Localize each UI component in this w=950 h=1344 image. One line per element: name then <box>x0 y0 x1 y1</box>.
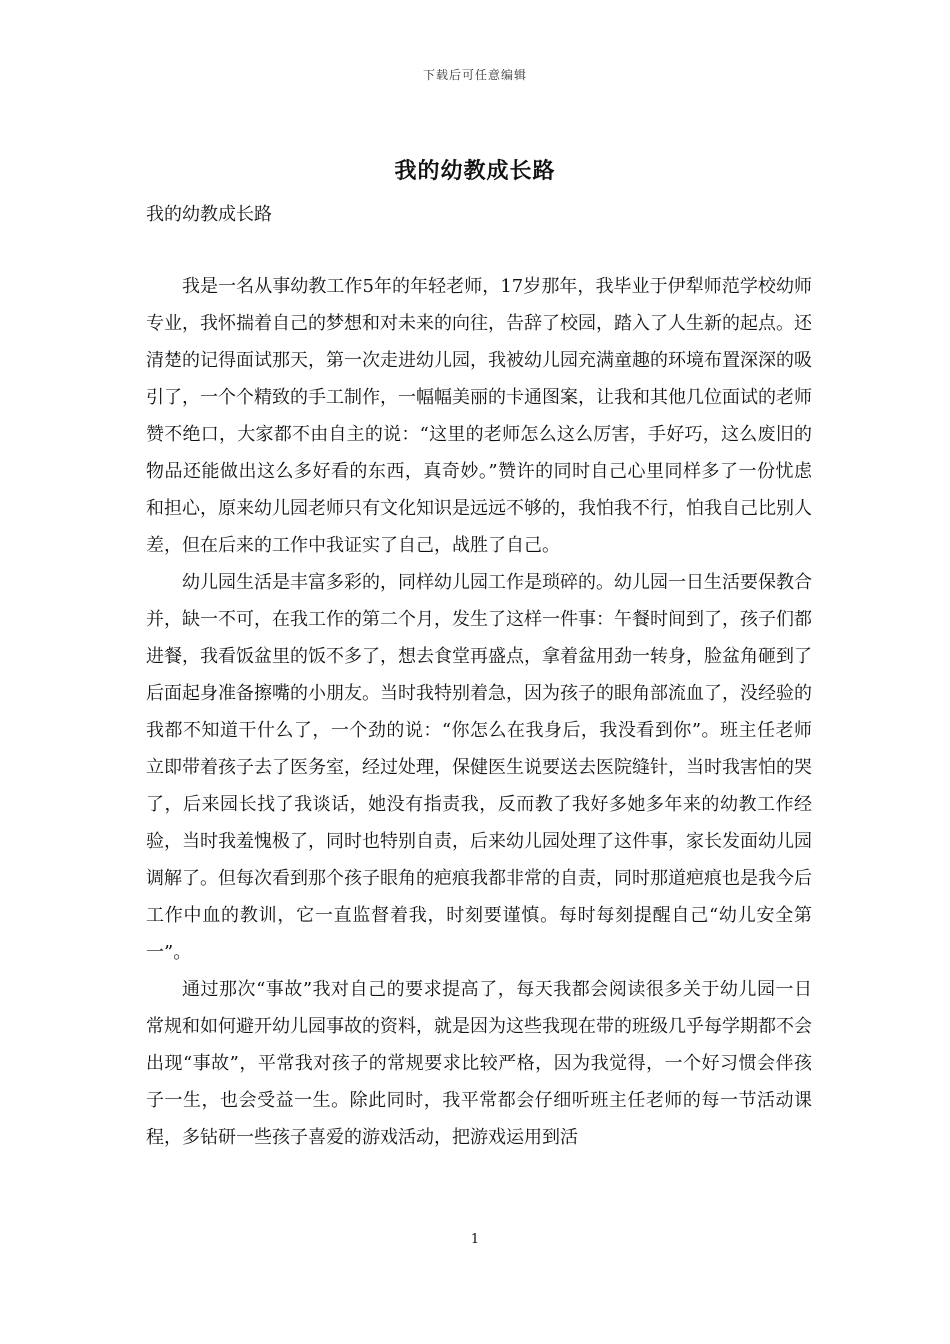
page-number: 1 <box>470 1232 480 1247</box>
paragraph-1: 我是一名从事幼教工作5年的年轻老师，17岁那年，我毕业于伊犁师范学校幼师专业，我怀揣着自己的梦想和对未来的向往，告辞了校园，踏入了人生新的起点。还清楚的记得面试那天，第一次走进幼儿园，我被幼儿园充满童趣的环境布置深深的吸引了，一个个精致的手工制作，一幅幅美丽的卡通图案，让我和其他几位面试的老师赞不绝口，大家都不由自主的说：“这里的老师怎么这么厉害，手好巧，这么废旧的物品还能做出这么多好看的东西，真奇妙。”赞许的同时自己心里同样多了一份忧虑和担心，原来幼儿园老师只有文化知识是远远不够的，我怕我不行，怕我自己比别人差，但在后来的工作中我证实了自己，战胜了自己。 <box>146 276 812 556</box>
document-body <box>146 268 812 1156</box>
paragraph-3: 通过那次“事故”我对自己的要求提高了，每天我都会阅读很多关于幼儿园一日常规和如何避开幼儿园事故的资料，就是因为这些我现在带的班级几乎每学期都不会出现“事故”，平常我对孩子的常规要求比较严格，因为我觉得，一个好习惯会伴孩子一生，也会受益一生。除此同时，我平常都会仔细听班主任老师的每一节活动课程，多钻研一些孩子喜爱的游戏活动，把游戏运用到活 <box>146 979 812 1148</box>
document-subtitle: 我的幼教成长路 <box>146 204 272 225</box>
document-title: 我的幼教成长路 <box>394 158 556 184</box>
paragraph-2: 幼儿园生活是丰富多彩的，同样幼儿园工作是琐碎的。幼儿园一日生活要保教合并，缺一不可，在我工作的第二个月，发生了这样一件事：午餐时间到了，孩子们都进餐，我看饭盆里的饭不多了，想去食堂再盛点，拿着盆用劲一转身，脸盆角砸到了后面起身准备擦嘴的小朋友。当时我特别着急，因为孩子的眼角部流血了，没经验的我都不知道干什么了，一个劲的说：“你怎么在我身后，我没看到你”。班主任老师立即带着孩子去了医务室，经过处理，保健医生说要送去医院缝针，当时我害怕的哭了，后来园长找了我谈话，她没有指责我，反而教了我好多她多年来的幼教工作经验，当时我羞愧极了，同时也特别自责，后来幼儿园处理了这件事，家长发面幼儿园调解了。但每次看到那个孩子眼角的疤痕我都非常的自责，同时那道疤痕也是我今后工作中血的教训，它一直监督着我，时刻要谨慎。每时每刻提醒自己“幼儿安全第一”。 <box>146 572 812 963</box>
header-note: 下载后可任意编辑 <box>422 68 527 82</box>
